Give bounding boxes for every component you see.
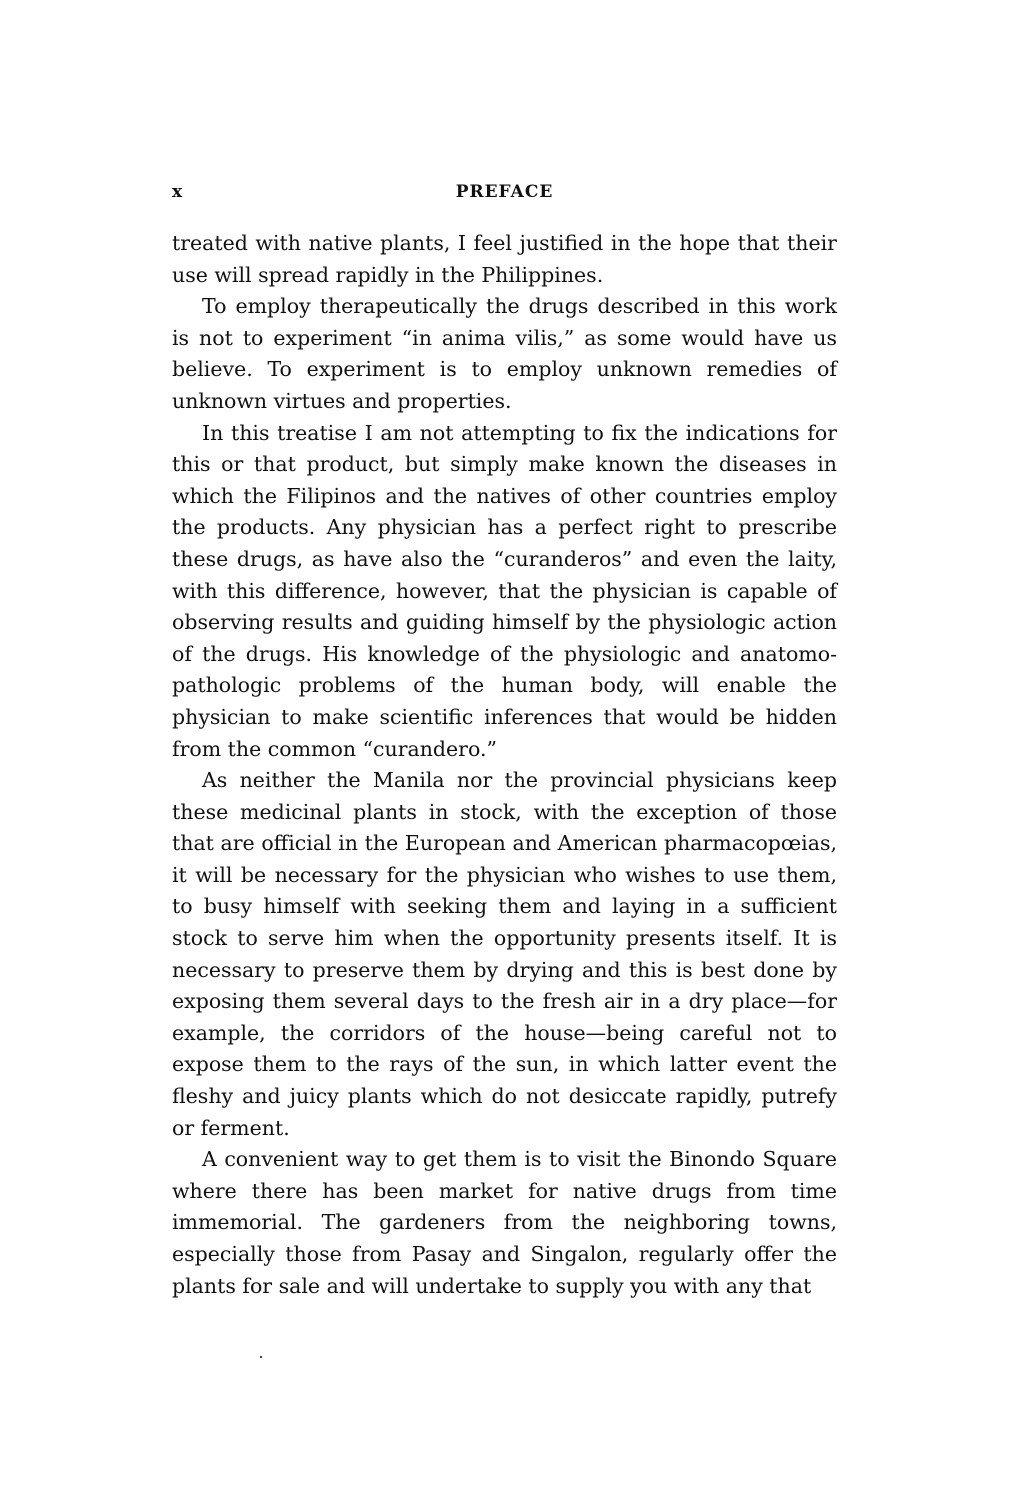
- body-text: [172, 228, 837, 1302]
- print-speck: [260, 1356, 262, 1358]
- paragraph-3: In this treatise I am not attempting to fix the indications for this or that product, but simply make known the diseases in which the Filipinos and the natives of other countries employ the products. Any physician has a perfect right to prescribe these drugs, as have also the “curanderos” and even the laity, with this difference, however, that the physician is capable of observing results and guiding himself by the physiologic action of the drugs. His knowledge of the physiologic and anatomo-pathologic problems of the human body, will enable the physician to make scientific inferences that would be hidden from the common “curandero.”: [172, 420, 837, 761]
- running-title: PREFACE: [455, 182, 554, 202]
- paragraph-1: treated with native plants, I feel justified in the hope that their use will spread rapidly in the Philippines.: [172, 231, 837, 287]
- paragraph-4: As neither the Manila nor the provincial physicians keep these medicinal plants in stock, with the exception of those that are official in the European and American pharmacopœias, it will be necessary for the physician who wishes to use them, to busy himself with seeking them and laying in a sufficient stock to serve him when the opportunity presents itself. It is necessary to preserve them by drying and this is best done by exposing them several days to the fresh air in a dry place—for example, the corridors of the house—being careful not to expose them to the rays of the sun, in which latter event the fleshy and juicy plants which do not desiccate rapidly, putrefy or ferment.: [172, 768, 837, 1140]
- page-number: x: [172, 182, 184, 202]
- paragraph-5: A convenient way to get them is to visit the Binondo Square where there has been market for native drugs from time immemorial. The gardeners from the neighboring towns, especially those from Pasay and Singalon, regularly offer the plants for sale and will undertake to supply you with any that: [172, 1147, 837, 1298]
- paragraph-2: To employ therapeutically the drugs described in this work is not to experiment “in anima vilis,” as some would have us believe. To experiment is to employ unknown remedies of unknown virtues and properties.: [172, 294, 837, 413]
- running-head: [172, 182, 837, 206]
